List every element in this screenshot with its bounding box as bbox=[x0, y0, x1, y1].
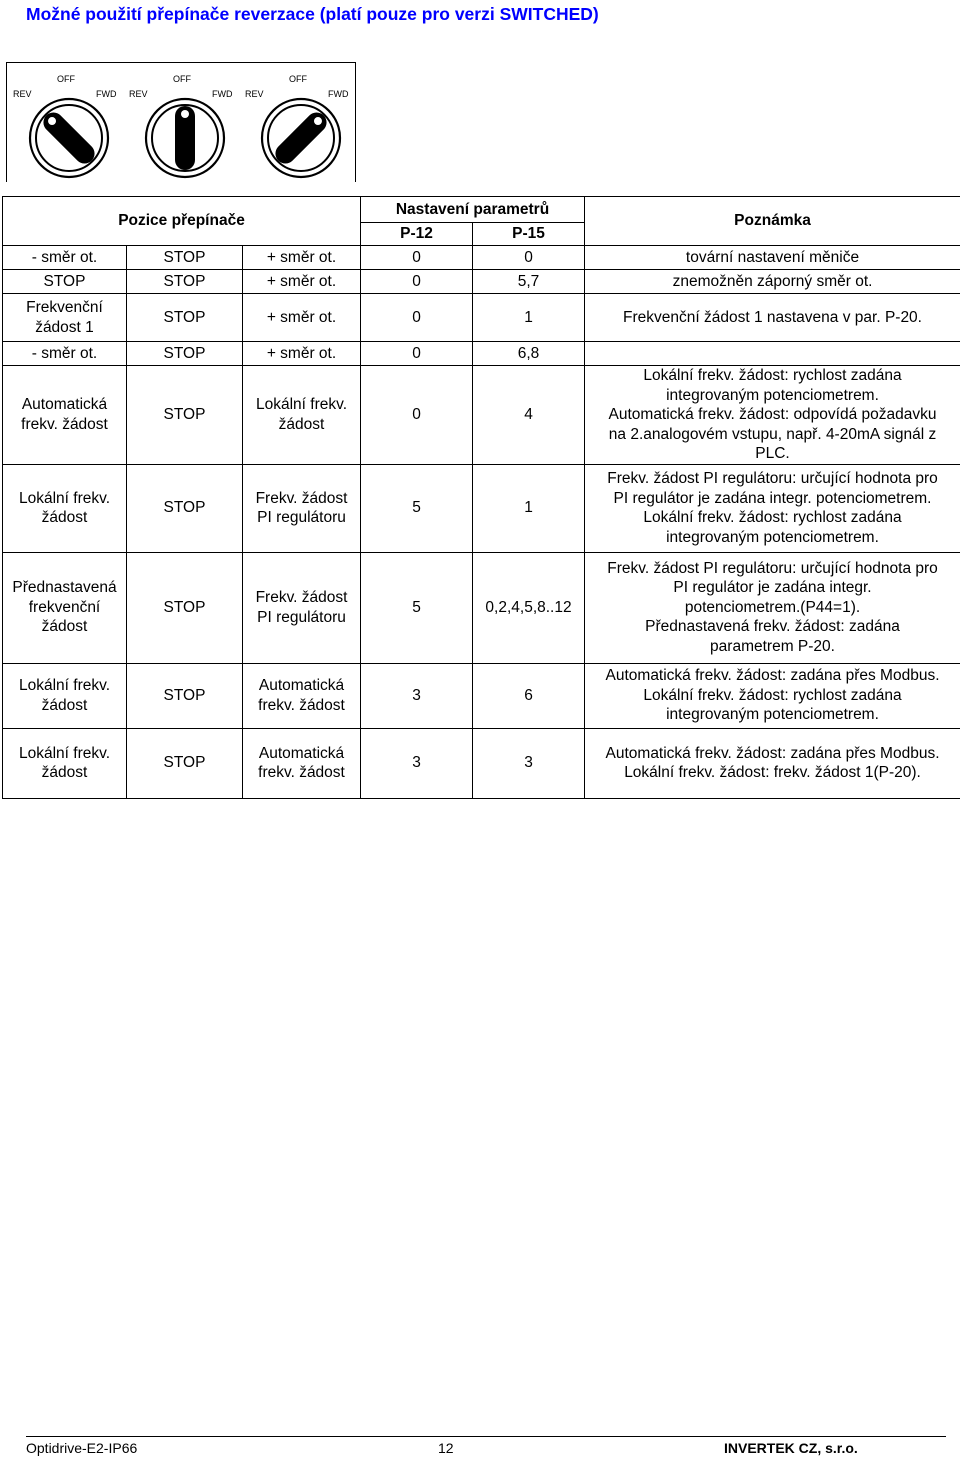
cell-line: integrovaným potenciometrem. bbox=[666, 528, 879, 546]
cell-position-rev bbox=[3, 270, 127, 294]
cell-p15: 1 bbox=[473, 464, 585, 552]
cell-position-off bbox=[127, 552, 243, 663]
table-row bbox=[3, 552, 960, 663]
cell-p15: 3 bbox=[473, 728, 585, 798]
cell-p15: 0 bbox=[473, 246, 585, 270]
cell-line: + směr ot. bbox=[266, 308, 337, 326]
cell-line: Automatická frekv. žádost: odpovídá požadavku bbox=[608, 406, 937, 423]
cell-position-off bbox=[127, 663, 243, 728]
table-row bbox=[3, 342, 960, 366]
cell-line: Automatická frekv. žádost: zadána přes Modbus. bbox=[605, 744, 940, 762]
cell-line: PI regulátoru bbox=[257, 608, 346, 626]
cell-line: frekvenční bbox=[28, 598, 101, 616]
cell-line: STOP bbox=[163, 308, 206, 326]
rev-label: REV bbox=[13, 89, 32, 99]
switch-rev bbox=[11, 71, 123, 181]
cell-line: Lokální frekv. žádost: rychlost zadána bbox=[643, 367, 902, 384]
cell-position-off bbox=[127, 464, 243, 552]
cell-line: - směr ot. bbox=[31, 248, 98, 266]
cell-line: žádost bbox=[278, 415, 325, 433]
cell-note bbox=[585, 728, 960, 798]
cell-line: STOP bbox=[163, 499, 206, 517]
cell-line: STOP bbox=[163, 344, 206, 362]
cell-position-off bbox=[127, 246, 243, 270]
table-row bbox=[3, 464, 960, 552]
switch-settings-table bbox=[2, 196, 960, 799]
page-title: Možné použití přepínače reverzace (platí pouze pro verzi SWITCHED) bbox=[26, 4, 599, 24]
cell-line: žádost bbox=[41, 509, 88, 526]
cell-note bbox=[585, 366, 960, 465]
cell-line: Lokální frekv. žádost: rychlost zadána bbox=[643, 686, 902, 704]
cell-line: PLC. bbox=[755, 445, 790, 462]
footer-product: Optidrive-E2-IP66 bbox=[26, 1440, 138, 1456]
header-poznamka: Poznámka bbox=[585, 197, 960, 246]
cell-position-off bbox=[127, 342, 243, 366]
cell-line: PI regulátor je zadána integr. potenciometrem. bbox=[613, 489, 932, 507]
cell-line: žádost 1 bbox=[35, 318, 94, 336]
cell-position-fwd bbox=[243, 246, 361, 270]
cell-line: žádost bbox=[41, 764, 88, 781]
cell-position-fwd bbox=[243, 552, 361, 663]
cell-line: žádost bbox=[41, 618, 88, 636]
cell-line: + směr ot. bbox=[266, 272, 337, 290]
header-pozice: Pozice přepínače bbox=[3, 197, 361, 246]
cell-p12: 0 bbox=[361, 294, 473, 342]
cell-position-fwd bbox=[243, 728, 361, 798]
cell-line: Automatická bbox=[258, 677, 345, 694]
switch-off bbox=[127, 71, 239, 181]
cell-line: Frekv. žádost PI regulátoru: určující hodnota pro bbox=[607, 559, 938, 577]
cell-line: STOP bbox=[163, 686, 206, 704]
cell-p15: 0,2,4,5,8..12 bbox=[473, 552, 585, 663]
cell-p12: 5 bbox=[361, 552, 473, 663]
header-nastaveni: Nastavení parametrů bbox=[361, 197, 585, 223]
cell-line: Automatická bbox=[258, 744, 345, 762]
table-row bbox=[3, 246, 960, 270]
cell-line: Frekvenční bbox=[26, 299, 103, 316]
cell-line: Lokální frekv. bbox=[255, 396, 348, 414]
cell-line: integrovaným potenciometrem. bbox=[666, 706, 879, 724]
cell-position-rev bbox=[3, 246, 127, 270]
cell-p12: 3 bbox=[361, 663, 473, 728]
rev-label: REV bbox=[245, 89, 264, 99]
footer-divider bbox=[26, 1436, 946, 1437]
cell-line: Přednastavená bbox=[12, 579, 117, 597]
cell-note bbox=[585, 342, 960, 366]
cell-p15: 6,8 bbox=[473, 342, 585, 366]
table-row bbox=[3, 270, 960, 294]
cell-line: PI regulátor je zadána integr. bbox=[673, 579, 872, 597]
cell-position-rev bbox=[3, 366, 127, 465]
cell-position-fwd bbox=[243, 294, 361, 342]
table-row bbox=[3, 294, 960, 342]
cell-line: + směr ot. bbox=[266, 248, 337, 266]
cell-line: STOP bbox=[163, 598, 206, 616]
cell-line: + směr ot. bbox=[266, 344, 337, 362]
cell-line: parametrem P-20. bbox=[710, 637, 835, 655]
cell-line: Lokální frekv. bbox=[18, 744, 111, 762]
cell-line: frekv. žádost bbox=[258, 764, 345, 781]
footer-company: INVERTEK CZ, s.r.o. bbox=[724, 1440, 858, 1456]
cell-line: PI regulátoru bbox=[257, 509, 346, 526]
cell-note bbox=[585, 294, 960, 342]
switch-illustration bbox=[6, 62, 356, 182]
cell-position-off bbox=[127, 270, 243, 294]
cell-line: STOP bbox=[163, 406, 206, 423]
cell-position-off bbox=[127, 366, 243, 465]
cell-position-fwd bbox=[243, 366, 361, 465]
cell-position-off bbox=[127, 294, 243, 342]
cell-p15: 5,7 bbox=[473, 270, 585, 294]
off-label: OFF bbox=[57, 74, 75, 84]
cell-line: Frekvenční žádost 1 nastavena v par. P-20. bbox=[623, 308, 922, 326]
cell-line: Automatická bbox=[21, 396, 108, 414]
cell-position-fwd bbox=[243, 464, 361, 552]
cell-position-rev bbox=[3, 728, 127, 798]
cell-note bbox=[585, 663, 960, 728]
cell-p12: 3 bbox=[361, 728, 473, 798]
cell-note bbox=[585, 552, 960, 663]
cell-line: Lokální frekv. žádost: rychlost zadána bbox=[643, 509, 902, 526]
cell-note bbox=[585, 464, 960, 552]
cell-note bbox=[585, 246, 960, 270]
cell-line: Automatická frekv. žádost: zadána přes Modbus. bbox=[605, 667, 940, 685]
cell-line: tovární nastavení měniče bbox=[685, 248, 860, 266]
header-p12: P-12 bbox=[361, 223, 473, 246]
cell-position-rev bbox=[3, 663, 127, 728]
off-label: OFF bbox=[173, 74, 191, 84]
cell-line: Frekv. žádost PI regulátoru: určující hodnota pro bbox=[607, 470, 938, 487]
table-row bbox=[3, 366, 960, 465]
cell-p15: 6 bbox=[473, 663, 585, 728]
cell-line: Lokální frekv. žádost: frekv. žádost 1(P-20). bbox=[624, 764, 921, 781]
cell-p12: 0 bbox=[361, 270, 473, 294]
fwd-label: FWD bbox=[96, 89, 117, 99]
cell-p15: 4 bbox=[473, 366, 585, 465]
cell-line: žádost bbox=[41, 696, 88, 714]
header-p15: P-15 bbox=[473, 223, 585, 246]
table-row bbox=[3, 663, 960, 728]
cell-line: Lokální frekv. bbox=[18, 677, 111, 694]
cell-p12: 0 bbox=[361, 366, 473, 465]
cell-line: na 2.analogovém vstupu, např. 4-20mA signál z bbox=[608, 425, 937, 443]
cell-p12: 0 bbox=[361, 342, 473, 366]
cell-line: STOP bbox=[163, 248, 206, 266]
cell-p12: 0 bbox=[361, 246, 473, 270]
off-label: OFF bbox=[289, 74, 307, 84]
cell-position-rev bbox=[3, 464, 127, 552]
cell-line: STOP bbox=[43, 272, 86, 290]
cell-line: frekv. žádost bbox=[21, 415, 108, 433]
cell-line: frekv. žádost bbox=[258, 696, 345, 714]
cell-line: Přednastavená frekv. žádost: zadána bbox=[645, 618, 900, 636]
cell-position-rev bbox=[3, 294, 127, 342]
cell-position-off bbox=[127, 728, 243, 798]
cell-position-fwd bbox=[243, 342, 361, 366]
footer-page-number: 12 bbox=[438, 1440, 454, 1456]
fwd-label: FWD bbox=[328, 89, 349, 99]
cell-line: STOP bbox=[163, 754, 206, 772]
cell-line: Frekv. žádost bbox=[255, 589, 348, 606]
fwd-label: FWD bbox=[212, 89, 233, 99]
cell-line: Frekv. žádost bbox=[255, 489, 348, 507]
cell-position-rev bbox=[3, 342, 127, 366]
cell-position-fwd bbox=[243, 663, 361, 728]
rev-label: REV bbox=[129, 89, 148, 99]
cell-line: STOP bbox=[163, 272, 206, 290]
cell-line: znemožněn záporný směr ot. bbox=[672, 272, 873, 290]
cell-note bbox=[585, 270, 960, 294]
cell-line: integrovaným potenciometrem. bbox=[666, 386, 879, 404]
table-row bbox=[3, 728, 960, 798]
switch-fwd bbox=[243, 71, 355, 181]
cell-line: - směr ot. bbox=[31, 344, 98, 362]
cell-position-fwd bbox=[243, 270, 361, 294]
cell-p15: 1 bbox=[473, 294, 585, 342]
cell-line: Lokální frekv. bbox=[18, 489, 111, 507]
cell-position-rev bbox=[3, 552, 127, 663]
cell-p12: 5 bbox=[361, 464, 473, 552]
cell-line: potenciometrem.(P44=1). bbox=[684, 598, 861, 616]
